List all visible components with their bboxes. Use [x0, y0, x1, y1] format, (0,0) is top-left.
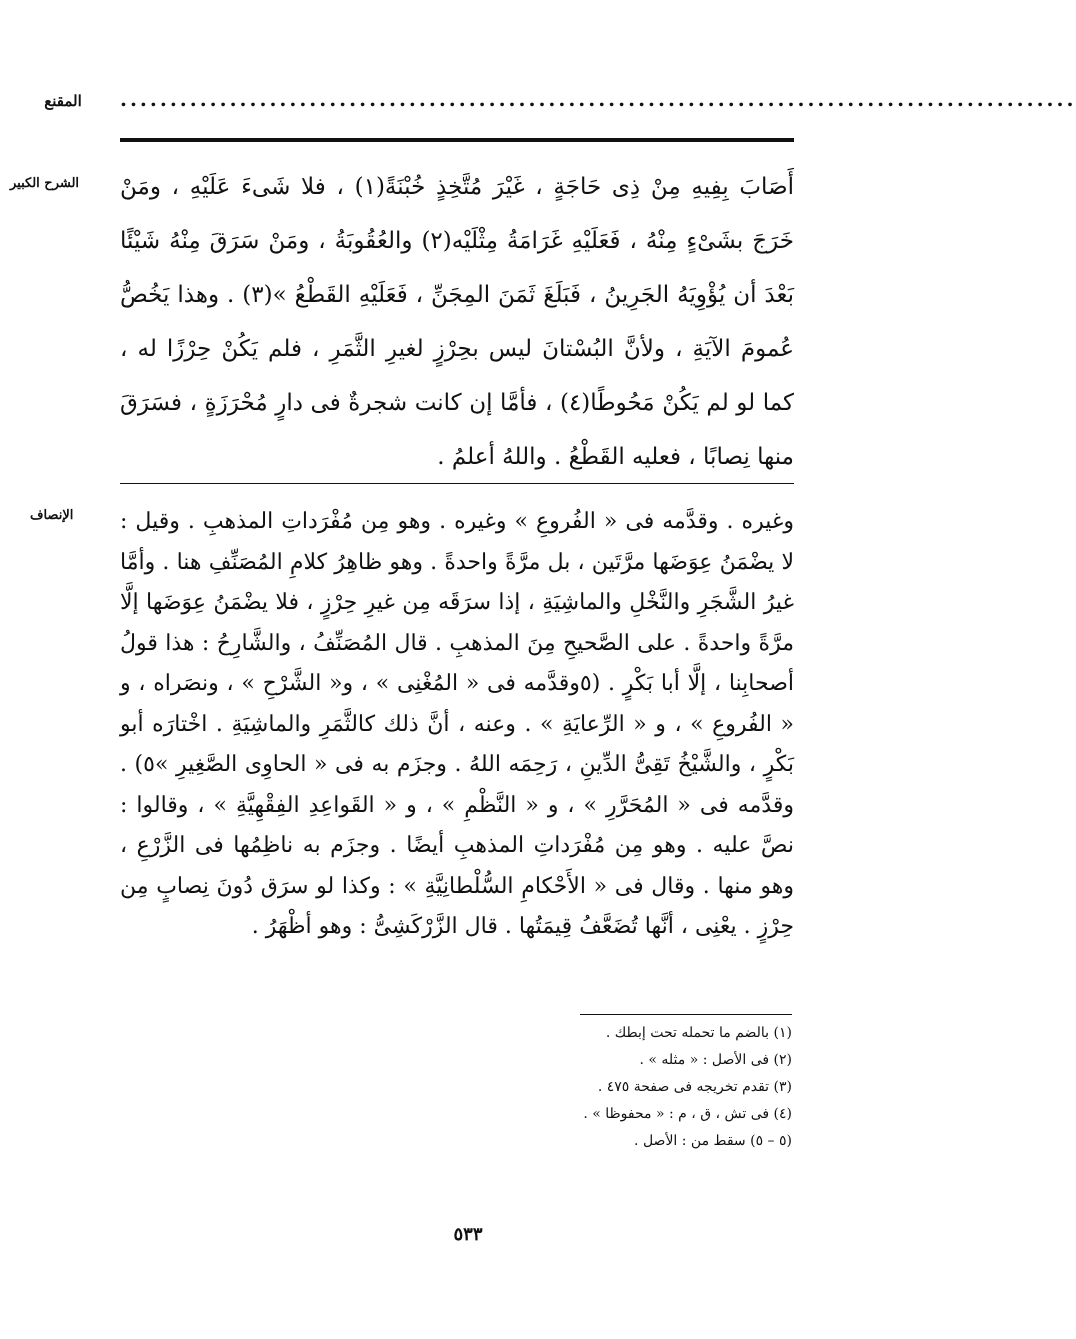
footnote-3: (٣) تقدم تخريجه فى صفحة ٤٧٥ .	[597, 1079, 792, 1095]
section-label-sharh: الشرح الكبير	[10, 176, 80, 191]
section-divider	[120, 483, 794, 484]
sharh-text: أَصَابَ بِفِيهِ مِنْ ذِى حَاجَةٍ ، غَيْرَ مُتَّخِذٍ خُبْنَةً(١) ، فلا شَىءَ عَلَيْهِ ، ومَنْ خَرَجَ بشَىْءٍ مِنْهُ ، فَعَلَيْهِ غَرَامَةُ مِثْلَيْه(٢) والعُقُوبَةُ ، ومَنْ سَرَقَ مِنْهُ شَيْئًا بَعْدَ أن يُؤْوِيَهُ الجَرِينُ ، فَبَلَغَ ثَمَنَ المِجَنِّ ، فَعَلَيْهِ القَطْعُ »(٣) . وهذا يَخُصُّ عُمومَ الآيَةِ ، ولأنَّ البُسْتانَ ليس بحِرْزٍ لغيرِ الثَّمَرِ ، فلم يَكُنْ حِرْزًا له ، كما لو لم يَكُنْ مَحُوطًا(٤) ، فأمَّا إن كانت شجرةٌ فى دارٍ مُحْرَزَةٍ ، فسَرَقَ منها نِصابًا ، فعليه القَطْعُ . واللهُ أعلمُ .	[120, 174, 795, 470]
footnote-2: (٢) فى الأصل : « مثله » .	[639, 1052, 792, 1068]
page-number: ٥٣٣	[453, 1224, 483, 1245]
footnote-5: (٥ – ٥) سقط من : الأصل .	[634, 1133, 792, 1149]
footnote-rule	[580, 1014, 792, 1015]
section-label-insaf: الإنصاف	[30, 508, 74, 523]
footnote-1: (١) بالضم ما تحمله تحت إبطك .	[605, 1025, 792, 1041]
footnotes	[380, 1020, 792, 1155]
header-rule	[120, 138, 794, 142]
running-title: المقنع	[44, 92, 82, 110]
header-leader-dots: ................................................................................................	[120, 87, 1076, 111]
insaf-text: وغيره . وقدَّمه فى « الفُروعِ » وغيره . وهو مِن مُفْرَداتِ المذهبِ . وقيل : لا يضْمَنُ عِوَضَها مرَّتَين ، بل مرَّةً واحدةً . وهو ظاهِرُ كلامِ المُصَنِّفِ هنا . وأمَّا غيرُ الشَّجَرِ والنَّخْلِ والماشِيَةِ ، إذا سرَقَه مِن غيرِ حِرْزٍ ، فلا يضْمَنُ عِوَضَها إلَّا مرَّةً واحدةً . على الصَّحيحِ مِنَ المذهبِ . قال المُصَنِّفُ ، والشَّارِحُ : هذا قولُ أصحابِنا ، إلَّا أبا بَكْرٍ . (٥وقدَّمه فى « المُغْنِى » ، و« الشَّرْحِ » ، ونصَراه ، و « الفُروعِ » ، و « الرِّعايَةِ » . وعنه ، أنَّ ذلك كالثَّمَرِ والماشِيَةِ . اخْتارَه أبو بَكْرٍ ، والشَّيْخُ تَقِىُّ الدِّينِ ، رَحِمَه اللهُ . وجزَم به فى « الحاوِى الصَّغِيرِ »٥) . وقدَّمه فى « المُحَرَّرِ » ، و « النَّظْمِ » ، و « القَواعِدِ الفِقْهِيَّةِ » ، وقالوا : نصَّ عليه . وهو مِن مُفْرَداتِ المذهبِ أيضًا . وجزَم به ناظِمُها فى الزَّرْعِ ، وهو منها . وقال فى « الأَحْكامِ السُّلْطانِيَّةِ » : وكذا لو سرَق دُونَ نِصابٍ مِن حِرْزٍ . يعْنِى ، أنَّها تُضَعَّفُ قِيمَتُها . قال الزَّرْكَشِىُّ : وهو أظْهَرُ .	[120, 509, 794, 939]
footnote-4: (٤) فى تش ، ق ، م : « محفوظا » .	[583, 1106, 792, 1122]
